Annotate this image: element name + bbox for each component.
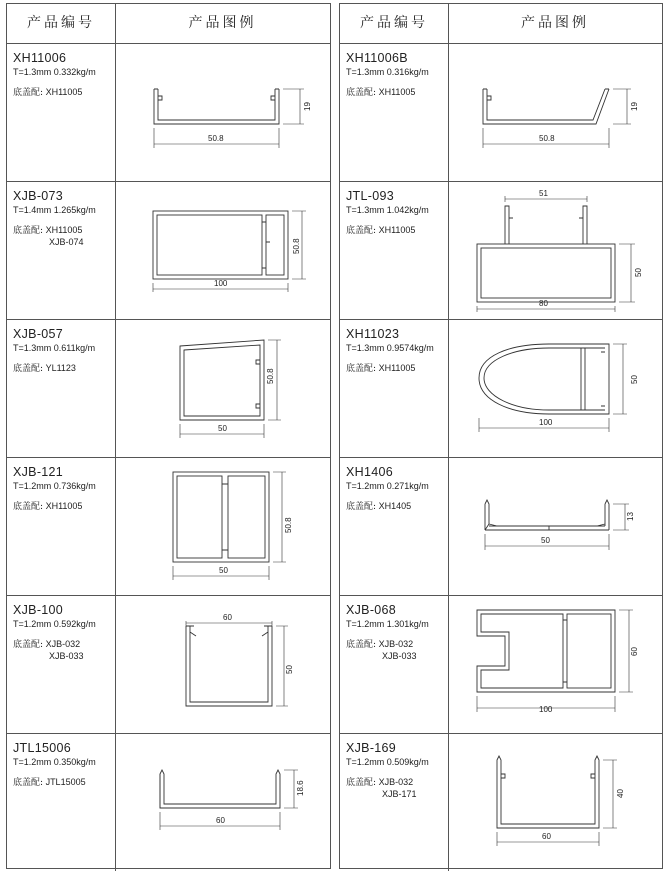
product-table-right xyxy=(339,3,663,869)
product-table-left xyxy=(6,3,331,869)
cover-info xyxy=(346,87,415,99)
product-spec: T=1.2mm 0.736kg/m xyxy=(13,481,96,491)
cover-part: XJB-032 xyxy=(45,639,81,649)
cover-label: 底盖配: xyxy=(346,364,377,374)
product-spec: T=1.3mm 0.332kg/m xyxy=(13,67,96,77)
dimension-width: 80 xyxy=(539,299,548,308)
profile-drawing xyxy=(115,182,332,319)
profile-drawing xyxy=(448,596,665,733)
cover-part: XJB-074 xyxy=(49,237,84,247)
cover-label: 底盖配: xyxy=(346,640,377,650)
product-row xyxy=(340,458,662,596)
cover-info xyxy=(346,501,411,513)
cover-part: XH11005 xyxy=(45,87,83,97)
product-row xyxy=(340,734,662,871)
product-code: XJB-100 xyxy=(13,603,64,617)
cover-info xyxy=(346,777,417,800)
profile-drawing xyxy=(115,734,332,871)
product-row xyxy=(340,44,662,182)
product-row xyxy=(340,320,662,458)
profile-drawing xyxy=(115,44,332,181)
cover-part: YL1123 xyxy=(45,363,76,373)
dimension-width: 50 xyxy=(218,424,227,433)
dimension-height: 50.8 xyxy=(292,238,301,254)
product-code: XJB-169 xyxy=(346,741,397,755)
dimension-height: 50 xyxy=(630,375,639,384)
cover-label: 底盖配: xyxy=(13,364,44,374)
cover-part: XH11005 xyxy=(378,363,416,373)
dimension-width: 60 xyxy=(216,816,225,825)
dimension-width: 60 xyxy=(542,832,551,841)
dimension-height: 40 xyxy=(616,789,625,798)
header-product-illustration: 产品图例 xyxy=(521,15,589,31)
cover-part: XJB-032 xyxy=(378,639,414,649)
product-row xyxy=(340,182,662,320)
profile-drawing xyxy=(448,734,665,871)
dimension-width: 60 xyxy=(223,613,232,622)
cover-info xyxy=(13,501,82,513)
dimension-width: 50 xyxy=(541,536,550,545)
product-row xyxy=(7,182,330,320)
cover-label: 底盖配: xyxy=(346,88,377,98)
dimension-width: 100 xyxy=(539,418,553,427)
dimension-width: 50 xyxy=(219,566,228,575)
product-code: XH11006 xyxy=(13,51,67,65)
cover-part: XJB-171 xyxy=(382,789,417,799)
dimension-width: 50.8 xyxy=(539,134,555,143)
profile-drawing xyxy=(115,458,332,595)
cover-label: 底盖配: xyxy=(13,226,44,236)
dimension-width: 100 xyxy=(539,705,553,714)
cover-label: 底盖配: xyxy=(346,502,377,512)
dimension-height: 50 xyxy=(634,268,643,277)
cover-info xyxy=(13,777,86,789)
product-code: XJB-057 xyxy=(13,327,64,341)
cover-label: 底盖配: xyxy=(13,88,44,98)
cover-info xyxy=(13,363,76,375)
cover-label: 底盖配: xyxy=(13,502,44,512)
header-product-code: 产品编号 xyxy=(7,4,116,43)
product-row xyxy=(7,44,330,182)
profile-drawing xyxy=(448,320,665,457)
dimension-height: 19 xyxy=(630,102,639,111)
product-spec: T=1.3mm 0.611kg/m xyxy=(13,343,96,353)
cover-info xyxy=(13,225,84,248)
product-row xyxy=(7,320,330,458)
profile-drawing xyxy=(448,182,665,319)
product-spec: T=1.4mm 1.265kg/m xyxy=(13,205,96,215)
cover-part: XH11005 xyxy=(45,225,83,235)
dimension-width: 100 xyxy=(214,279,228,288)
product-spec: T=1.2mm 0.592kg/m xyxy=(13,619,96,629)
product-code: XH11023 xyxy=(346,327,400,341)
product-row xyxy=(7,458,330,596)
dimension-height: 50 xyxy=(285,665,294,674)
cover-part: XJB-032 xyxy=(378,777,414,787)
product-spec: T=1.3mm 1.042kg/m xyxy=(346,205,429,215)
product-code: XJB-068 xyxy=(346,603,397,617)
dimension-width: 50.8 xyxy=(208,134,224,143)
product-spec: T=1.3mm 0.316kg/m xyxy=(346,67,429,77)
cover-part: XH1405 xyxy=(378,501,412,511)
cover-part: XH11005 xyxy=(378,225,416,235)
cover-label: 底盖配: xyxy=(13,640,44,650)
cover-info xyxy=(13,639,84,662)
profile-drawing xyxy=(115,596,332,733)
dimension-height: 50.8 xyxy=(284,517,293,533)
cover-label: 底盖配: xyxy=(346,778,377,788)
product-spec: T=1.2mm 0.271kg/m xyxy=(346,481,429,491)
profile-drawing xyxy=(448,44,665,181)
product-code: JTL15006 xyxy=(13,741,71,755)
cover-info xyxy=(346,363,415,375)
product-code: XH11006B xyxy=(346,51,408,65)
dimension-height: 50.8 xyxy=(266,368,275,384)
dimension-height: 18.6 xyxy=(296,780,305,796)
dimension-height: 19 xyxy=(303,102,312,111)
cover-label: 底盖配: xyxy=(13,778,44,788)
cover-info xyxy=(346,225,415,237)
product-code: XJB-073 xyxy=(13,189,64,203)
cover-part: XJB-033 xyxy=(382,651,417,661)
cover-part: JTL15005 xyxy=(45,777,86,787)
table-header xyxy=(340,4,662,44)
product-spec: T=1.2mm 0.509kg/m xyxy=(346,757,429,767)
product-row xyxy=(7,734,330,871)
header-product-code: 产品编号 xyxy=(340,4,449,43)
dimension-height: 13 xyxy=(626,512,635,521)
dimension-top-width: 51 xyxy=(539,189,548,198)
product-spec: T=1.2mm 0.350kg/m xyxy=(13,757,96,767)
product-row xyxy=(7,596,330,734)
dimension-height: 60 xyxy=(630,647,639,656)
cover-info xyxy=(346,639,417,662)
cover-part: XH11005 xyxy=(45,501,83,511)
product-code: XJB-121 xyxy=(13,465,64,479)
table-header xyxy=(7,4,330,44)
product-row xyxy=(340,596,662,734)
header-product-illustration: 产品图例 xyxy=(188,15,257,31)
product-spec: T=1.2mm 1.301kg/m xyxy=(346,619,429,629)
profile-drawing xyxy=(115,320,332,457)
cover-part: XJB-033 xyxy=(49,651,84,661)
product-spec: T=1.3mm 0.9574kg/m xyxy=(346,343,434,353)
profile-drawing xyxy=(448,458,665,595)
cover-label: 底盖配: xyxy=(346,226,377,236)
cover-info xyxy=(13,87,82,99)
product-code: JTL-093 xyxy=(346,189,394,203)
product-code: XH1406 xyxy=(346,465,393,479)
cover-part: XH11005 xyxy=(378,87,416,97)
